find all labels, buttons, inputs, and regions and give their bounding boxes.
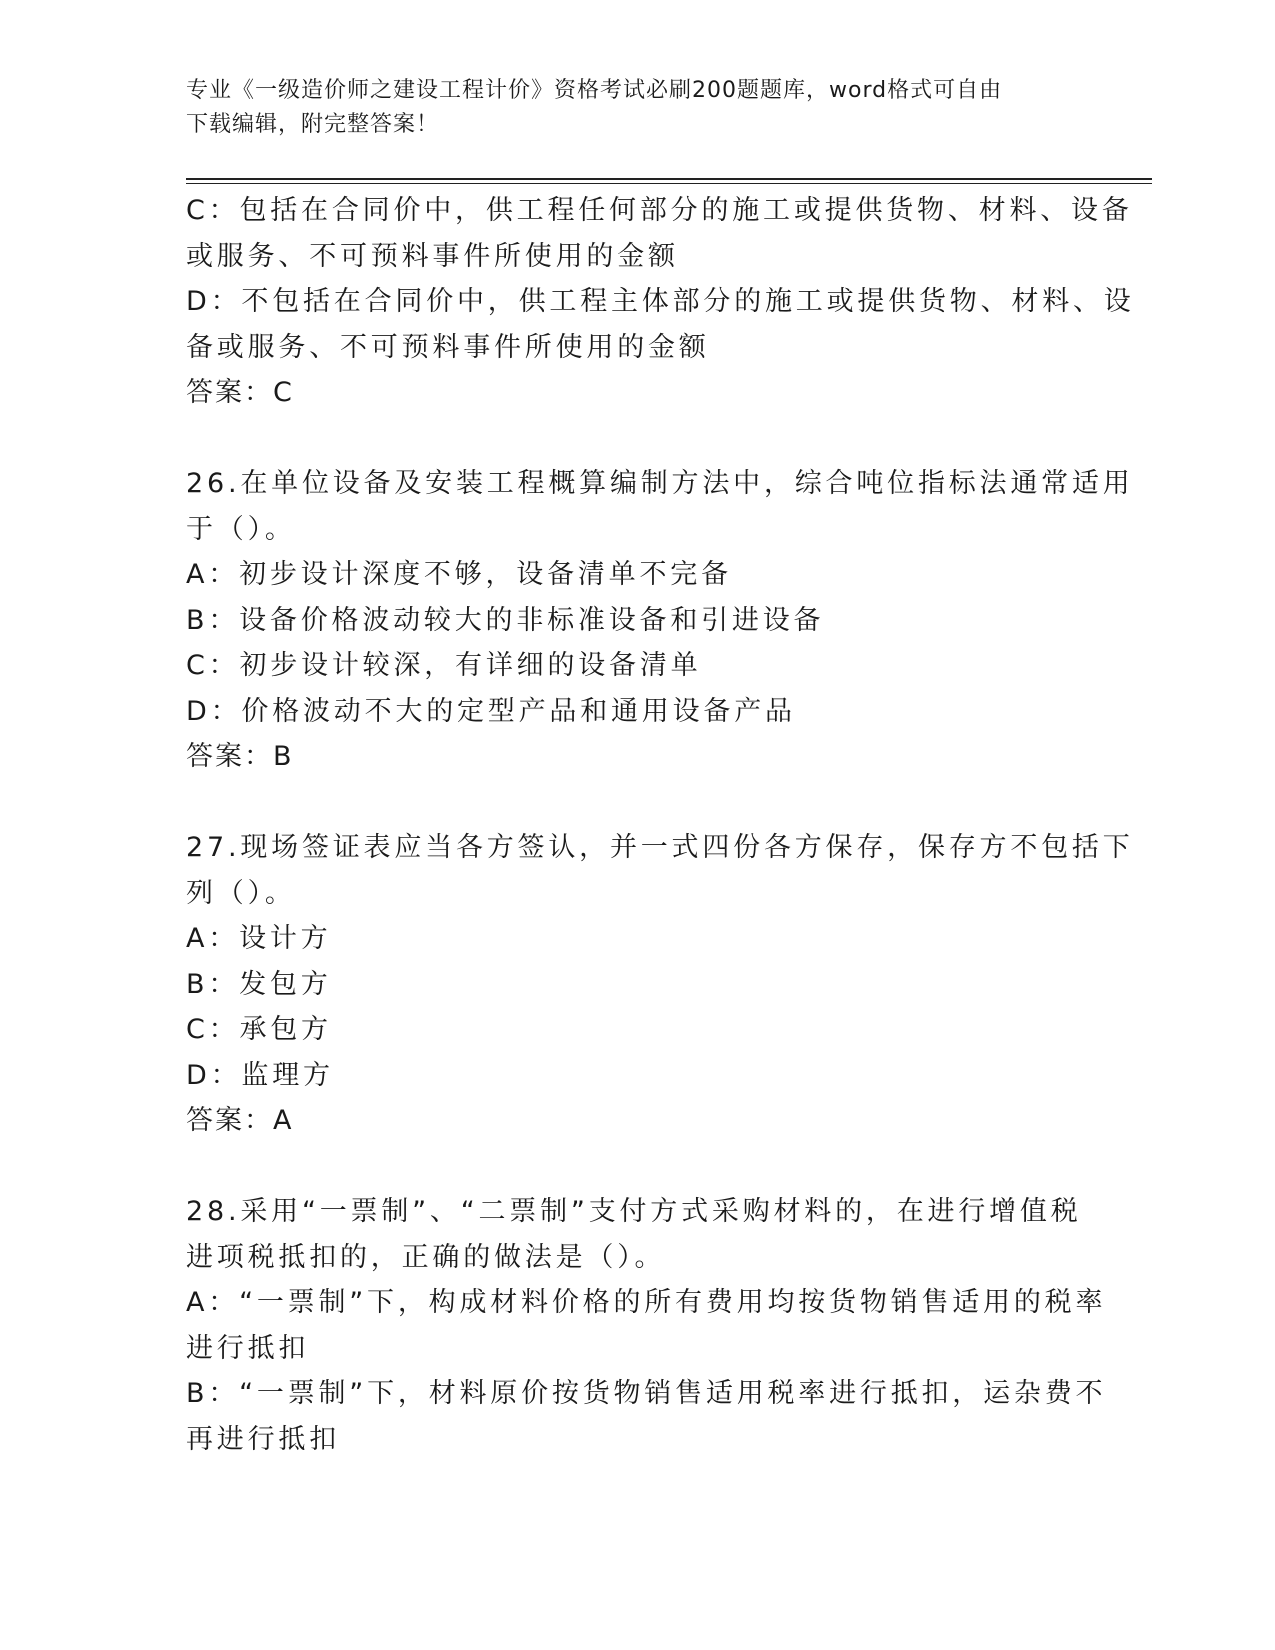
header-divider [186, 178, 1152, 180]
option-c: C：承包方 [186, 1014, 332, 1045]
option-c: C：初步设计较深，有详细的设备清单 [186, 650, 702, 681]
option-a: A：“一票制”下，构成材料价格的所有费用均按货物销售适用的税率 [186, 1287, 1107, 1318]
header-divider-thin [186, 183, 1152, 184]
option-a-continued: 进行抵扣 [186, 1332, 310, 1364]
spacer [186, 416, 1086, 462]
option-b: B：发包方 [186, 968, 332, 1000]
option-b-continued: 再进行抵扣 [186, 1423, 340, 1455]
question-stem: 27.现场签证表应当各方签认，并一式四份各方保存，保存方不包括下 [186, 832, 1134, 863]
question-stem-continued: 于（）。 [186, 513, 296, 545]
option-a: A：设计方 [186, 923, 332, 954]
header-line: 下载编辑，附完整答案！ [186, 112, 440, 137]
option-d: D：不包括在合同价中，供工程主体部分的施工或提供货物、材料、设 [186, 286, 1135, 317]
question-stem: 26.在单位设备及安装工程概算编制方法中，综合吨位指标法通常适用 [186, 468, 1134, 499]
option-c: C：包括在合同价中，供工程任何部分的施工或提供货物、材料、设备 [186, 195, 1133, 226]
question-block-26 [186, 461, 1134, 780]
answer: 答案：B [186, 741, 294, 772]
answer: 答案：A [186, 1105, 294, 1136]
spacer [186, 1144, 1086, 1190]
question-block-27 [186, 825, 1134, 1144]
option-b: B：设备价格波动较大的非标准设备和引进设备 [186, 604, 825, 636]
spacer [186, 780, 1086, 826]
question-block-28 [186, 1189, 1107, 1462]
question-stem: 28.采用“一票制”、“二票制”支付方式采购材料的，在进行增值税 [186, 1196, 1082, 1227]
question-stem-continued: 列（）。 [186, 877, 296, 909]
question-block-25 [186, 188, 1135, 416]
option-b: B：“一票制”下，材料原价按货物销售适用税率进行抵扣，运杂费不 [186, 1378, 1107, 1409]
option-d-continued: 备或服务、不可预料事件所使用的金额 [186, 331, 710, 363]
option-a: A：初步设计深度不够，设备清单不完备 [186, 559, 732, 590]
option-d: D：价格波动不大的定型产品和通用设备产品 [186, 695, 796, 727]
question-stem-continued: 进项税抵扣的，正确的做法是（）。 [186, 1241, 666, 1273]
option-d: D：监理方 [186, 1059, 334, 1091]
page-header [186, 74, 1066, 142]
header-line: 专业《一级造价师之建设工程计价》资格考试必刷200题题库，word格式可自由 [186, 78, 1003, 103]
option-c-continued: 或服务、不可预料事件所使用的金额 [186, 240, 679, 272]
document-body [186, 188, 1135, 1462]
answer: 答案：C [186, 377, 294, 408]
